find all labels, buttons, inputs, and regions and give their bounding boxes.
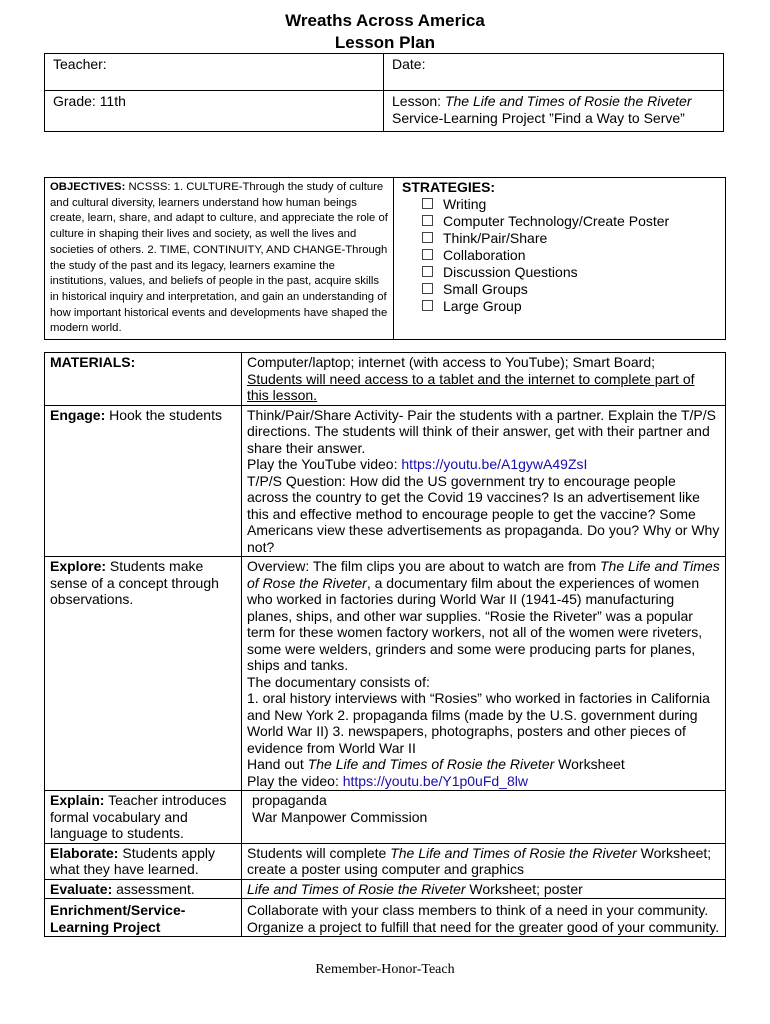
lesson-project: Service-Learning Project ”Find a Way to Serve” [392,109,685,126]
list-item [422,264,717,281]
table-row [45,405,726,557]
footer-text: Remember-Honor-Teach [315,962,455,977]
handout-suffix: Worksheet [554,756,625,772]
explain-label: Explain: [50,792,105,808]
handout-prefix: Hand out [247,756,308,772]
vocab-item: War Manpower Commission [252,808,428,825]
table-row [45,899,726,937]
evaluate-label: Evaluate: [50,880,113,897]
document-subtitle: Lesson Plan [334,33,436,52]
explore-video-link[interactable]: https://youtu.be/Y1p0uFd_8lw [342,772,528,789]
checkbox-icon [422,232,433,243]
grade-field: Grade: 11th [45,91,384,132]
table-row [45,879,726,899]
explain-desc: Teacher introduces formal vocabulary and language to students. [50,792,227,841]
table-row [45,557,726,791]
checkbox-icon [422,198,433,209]
checkbox-icon [422,249,433,260]
engage-cell [242,405,726,557]
enrichment-cell [242,899,726,937]
materials-label-cell [45,353,242,406]
checkbox-icon [422,283,433,294]
elaborate-suffix: Worksheet; create a poster using computer and graphics [247,844,712,877]
objectives-strategies-table [44,177,726,340]
strategies-cell [394,178,726,340]
materials-label: MATERIALS: [50,354,136,370]
evaluate-cell [242,879,726,899]
elaborate-label: Elaborate: [50,844,119,861]
list-item [422,213,717,230]
objectives-label: OBJECTIVES: [50,181,126,193]
explore-label: Explore: [50,558,107,574]
strategy-label: Writing [443,195,487,212]
explore-desc: Students make sense of a concept through observations. [50,558,219,607]
objectives-cell [45,178,394,340]
explain-cell [242,791,726,844]
materials-note: Students will need access to a tablet and the internet to complete part of this lesson. [247,370,695,403]
explore-list: 1. oral history interviews with “Rosies” who worked in factories in California and New York 2. propaganda films (made by the U.S. government during World War II) 3. newspapers, photographs, posters and other pieces of evidence from World War II [247,690,710,756]
vocab-item: propaganda [252,792,327,808]
list-item [422,230,717,247]
strategy-label: Collaboration [443,246,526,263]
table-row [45,791,726,844]
elaborate-cell [242,843,726,879]
enrichment-label-cell [45,899,242,937]
explore-consists: The documentary consists of: [247,673,430,690]
explore-label-cell [45,557,242,791]
table-row [45,843,726,879]
evaluate-suffix: Worksheet; poster [465,880,583,897]
evaluate-title: Life and Times of Rosie the Riveter [247,880,466,897]
strategy-label: Small Groups [443,280,528,297]
lesson-field [384,91,724,132]
list-item [422,298,717,315]
strategy-label: Large Group [443,297,522,314]
document-title: Wreaths Across America [285,11,485,30]
strategy-label: Think/Pair/Share [443,229,548,246]
explore-cell [242,557,726,791]
enrichment-text: Collaborate with your class members to think of a need in your community. Organize a project to fulfill that need for the greater good of your community. [247,902,720,935]
lesson-title: The Life and Times of Rosie the Riveter [444,93,692,109]
enrichment-label: Enrichment/Service-Learning Project [50,902,186,935]
explore-overview-prefix: Overview: The film clips you are about to watch are from [247,558,600,574]
elaborate-title: The Life and Times of Rosie the Riveter [390,844,637,861]
strategy-label: Computer Technology/Create Poster [443,212,670,229]
engage-label-cell [45,405,242,557]
engage-question: T/P/S Question: How did the US government try to encourage people across the country to get the Covid 19 vaccines? Is an advertisement like this and effective method to encourage people to get the vaccine? Some Americans view these advertisements as propaganda. Do you? Why or Why not? [247,472,720,555]
checkbox-icon [422,300,433,311]
elaborate-desc: Students apply what they have learned. [50,844,215,877]
teacher-field: Teacher: [45,54,384,91]
evaluate-desc: assessment. [112,880,195,897]
elaborate-prefix: Students will complete [247,844,391,861]
engage-text: Think/Pair/Share Activity- Pair the students with a partner. Explain the T/P/S directions. The students will think of their answer, get with their partner and share their answer. [247,406,716,456]
list-item [422,247,717,264]
info-table [44,53,724,132]
materials-cell [242,353,726,406]
checkbox-icon [422,215,433,226]
film-title: The Life and Times of Rose the Riveter [247,558,720,591]
objectives-text: NCSSS: 1. CULTURE-Through the study of culture and cultural diversity, learners understand how human beings create, learn, share, and adapt to culture, and appreciate the role of culture in shaping their lives and society, as well the lives and societies of others. 2. TIME, CONTINUITY, AND CHANGE-Through the study of the past and its legacy, learners examine the institutions, values, and beliefs of people in the past, acquire skills in historical inquiry and interpretation, and gain an understanding of how important historical events and developments have shaped the modern world. [50,181,388,335]
explore-video-prefix: Play the video: [247,772,343,789]
lesson-table [44,352,726,937]
list-item [422,281,717,298]
list-item [422,196,717,213]
engage-label: Engage: [50,406,106,423]
engage-video-link[interactable]: https://youtu.be/A1gywA49ZsI [401,456,588,472]
evaluate-label-cell [45,879,242,899]
materials-text: Computer/laptop; internet (with access to YouTube); Smart Board; [247,354,656,370]
checkbox-icon [422,266,433,277]
engage-desc: Hook the students [105,406,222,423]
table-row [45,353,726,406]
date-field: Date: [384,54,724,91]
strategy-label: Discussion Questions [443,263,578,280]
engage-video-prefix: Play the YouTube video: [247,456,402,472]
explore-overview: , a documentary film about the experiences of women who worked in factories during World War II (1941-45) manufacturing planes, ships, and other war supplies. “Rosie the Riveter” was a popular term for these women factory workers, not all of the women were riveters, some were welders, grinders and some were producing parts for planes, ships and tanks. [247,574,703,673]
strategies-label: STRATEGIES: [402,179,496,195]
lesson-label: Lesson: [392,93,445,109]
handout-title: The Life and Times of Rosie the Riveter [307,756,555,772]
strategies-list [402,196,717,315]
explain-label-cell [45,791,242,844]
elaborate-label-cell [45,843,242,879]
